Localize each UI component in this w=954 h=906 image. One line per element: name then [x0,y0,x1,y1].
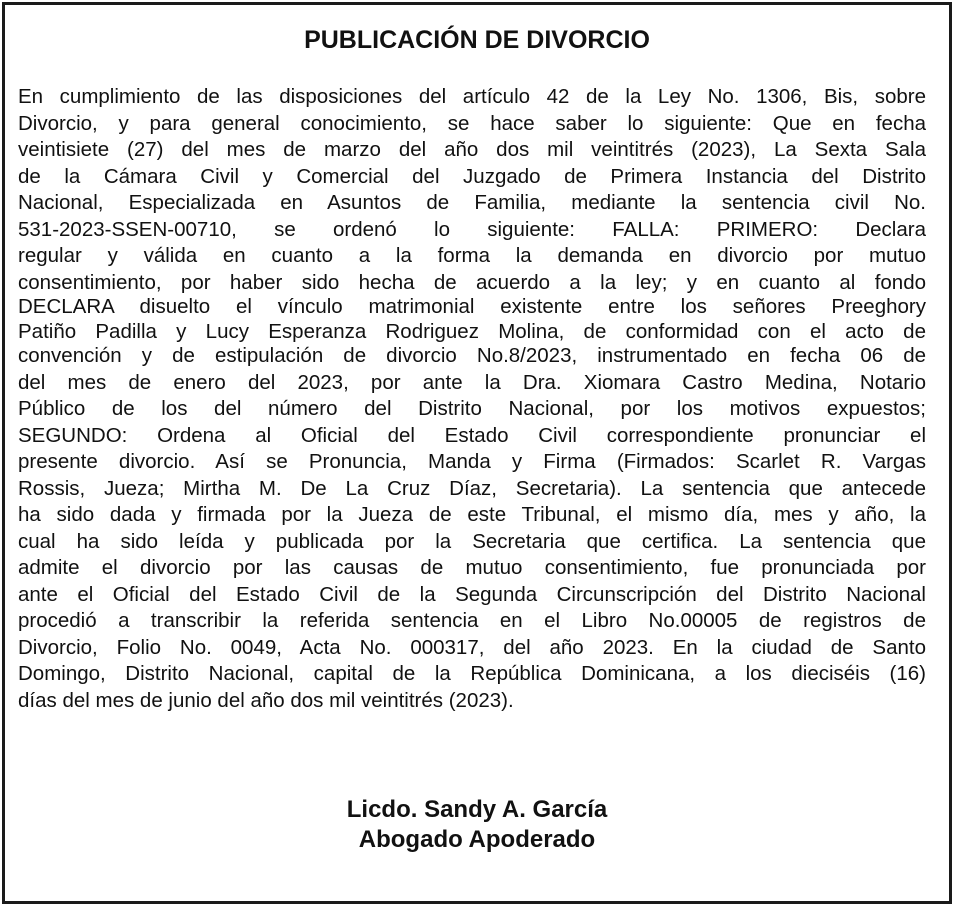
body-line: SEGUNDO: Ordena al Oficial del Estado Civil correspondiente pronunciar el [18,423,926,447]
notice-body [18,84,926,714]
body-line: 531-2023-SSEN-00710, se ordenó lo siguiente: FALLA: PRIMERO: Declara [18,217,926,241]
body-line: convención y de estipulación de divorcio No.8/2023, instrumentado en fecha 06 de [18,344,926,367]
body-line: Domingo, Distrito Nacional, capital de la República Dominicana, a los dieciséis (16) [18,662,926,685]
body-line: Patiño Padilla y Lucy Esperanza Rodriguez Molina, de conformidad con el acto de [18,319,926,343]
body-line: consentimiento, por haber sido hecha de acuerdo a la ley; y en cuanto al fondo [18,270,926,294]
body-line: ante el Oficial del Estado Civil de la Segunda Circunscripción del Distrito Nacional [18,582,926,606]
body-line: regular y válida en cuanto a la forma la demanda en divorcio por mutuo [18,244,926,267]
body-line: Divorcio, Folio No. 0049, Acta No. 000317, del año 2023. En la ciudad de Santo [18,635,926,659]
body-line: del mes de enero del 2023, por ante la Dra. Xiomara Castro Medina, Notario [18,370,926,394]
body-line: Nacional, Especializada en Asuntos de Familia, mediante la sentencia civil No. [18,191,926,214]
body-line: Público de los del número del Distrito Nacional, por los motivos expuestos; [18,397,926,420]
body-line: cual ha sido leída y publicada por la Secretaria que certifica. La sentencia que [18,529,926,553]
body-line: En cumplimiento de las disposiciones del artículo 42 de la Ley No. 1306, Bis, sobre [18,85,926,108]
body-line: DECLARA disuelto el vínculo matrimonial existente entre los señores Preeghory [18,295,926,318]
body-line: presente divorcio. Así se Pronuncia, Manda y Firma (Firmados: Scarlet R. Vargas [18,450,926,473]
notice-title: PUBLICACIÓN DE DIVORCIO [304,26,650,54]
signatory-name: Licdo. Sandy A. García [346,796,608,823]
body-line: Rossis, Jueza; Mirtha M. De La Cruz Díaz, Secretaria). La sentencia que antecede [18,476,926,500]
body-line: de la Cámara Civil y Comercial del Juzgado de Primera Instancia del Distrito [18,164,926,188]
body-line: días del mes de junio del año dos mil veintitrés (2023). [18,688,514,712]
body-line: procedió a transcribir la referida sentencia en el Libro No.00005 de registros de [18,609,926,632]
signatory-role: Abogado Apoderado [358,826,596,853]
body-line: ha sido dada y firmada por la Jueza de este Tribunal, el mismo día, mes y año, la [18,503,926,526]
body-line: admite el divorcio por las causas de mutuo consentimiento, fue pronunciada por [18,556,926,579]
body-line: Divorcio, y para general conocimiento, se hace saber lo siguiente: Que en fecha [18,111,926,135]
body-line: veintisiete (27) del mes de marzo del año dos mil veintitrés (2023), La Sexta Sala [18,138,926,161]
